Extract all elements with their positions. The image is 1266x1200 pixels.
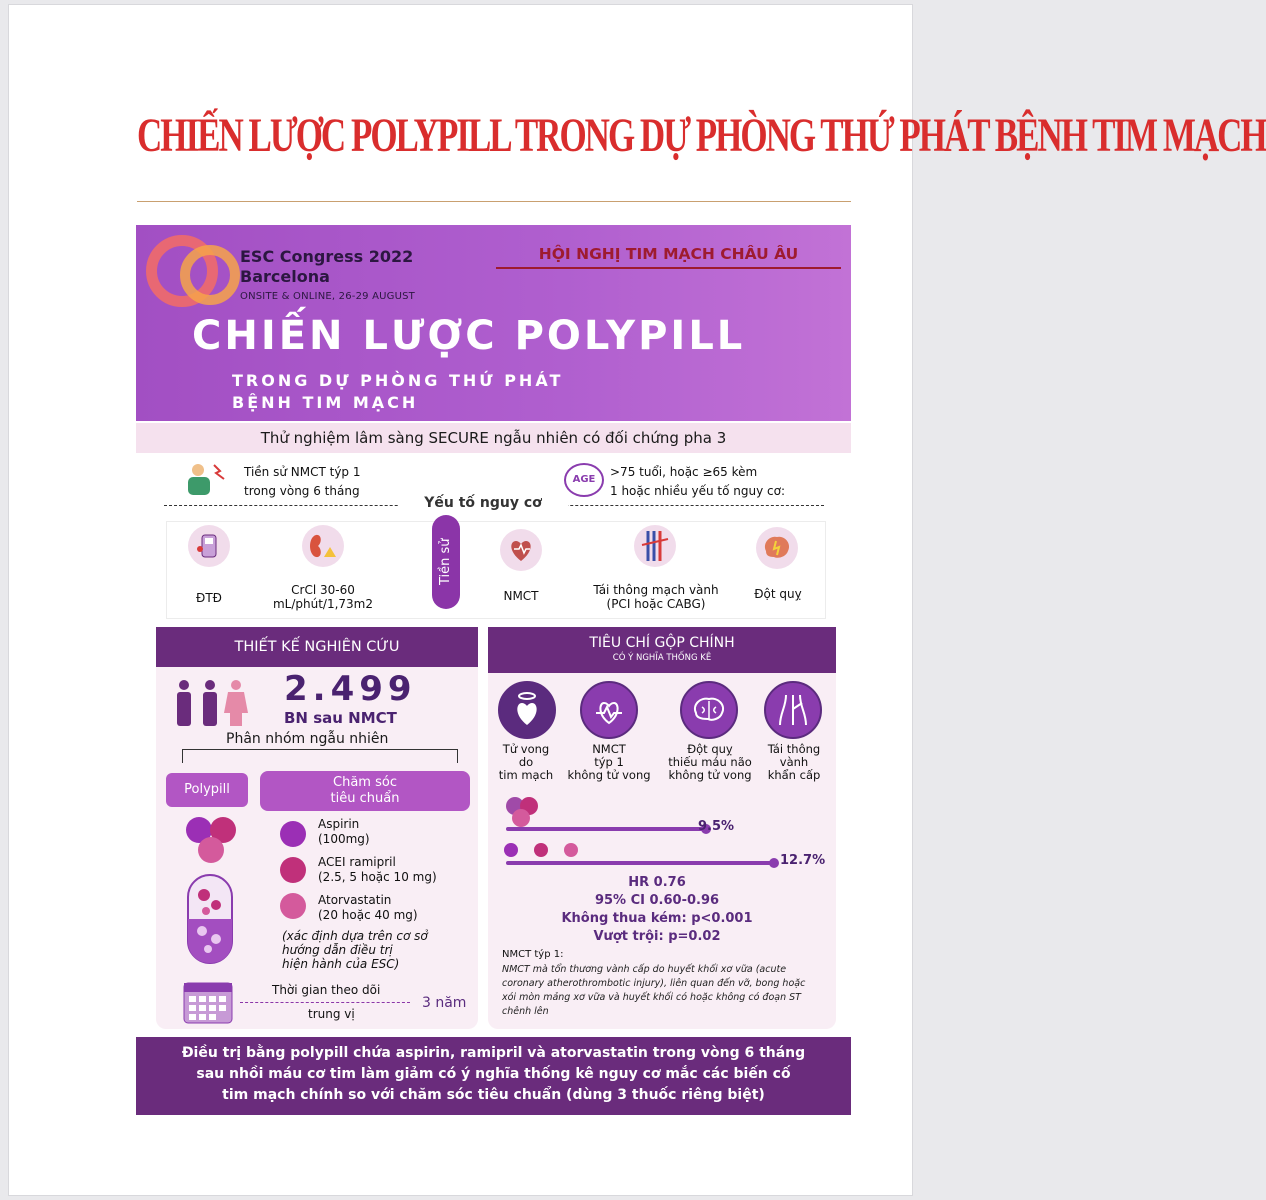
- endpoint-cv-death: Tử vong do tim mạch: [498, 742, 554, 782]
- brain-icon: [756, 527, 798, 569]
- congress-dates: ONSITE & ONLINE, 26-29 AUGUST: [240, 291, 415, 302]
- follow-up-label: Thời gian theo dõi: [272, 983, 381, 997]
- history-label: Tiền sử: [432, 515, 460, 609]
- patient-count-label: BN sau NMCT: [284, 709, 397, 727]
- risk-factors-title: Yếu tố nguy cơ: [398, 495, 568, 511]
- poster-title: CHIẾN LƯỢC POLYPILL: [192, 313, 746, 359]
- risk-label-stroke: Đột quỵ: [754, 587, 802, 601]
- endpoint-revascularization: Tái thông vành khẩn cấp: [767, 742, 821, 782]
- polypill-rate-bar: [506, 827, 706, 831]
- risk-label-diabetes: ĐTĐ: [196, 591, 222, 605]
- poster-subtitle-2: BỆNH TIM MẠCH: [232, 393, 419, 412]
- aspirin-ball: [280, 821, 306, 847]
- risk-label-mi: NMCT: [503, 589, 539, 603]
- superiority-p: Vượt trội: p=0.02: [593, 929, 721, 944]
- vessel-icon: [764, 681, 822, 739]
- congress-heading-vi: HỘI NGHỊ TIM MẠCH CHÂU ÂU: [496, 245, 841, 269]
- standard-rate-bar: [506, 861, 774, 865]
- glucometer-icon: [188, 525, 230, 567]
- standard-rate-ball-1: [504, 843, 518, 857]
- hazard-ratio: HR 0.76: [628, 875, 686, 890]
- follow-up-arrow: [240, 1002, 410, 1003]
- patient-count: 2.499: [284, 669, 417, 709]
- standard-rate-ball-3: [564, 843, 578, 857]
- follow-up-label-2: trung vị: [308, 1007, 355, 1021]
- heart-icon: [500, 529, 542, 571]
- standard-rate-end: [769, 858, 779, 868]
- standard-rate-value: 12.7%: [780, 853, 826, 868]
- document-title: CHIẾN LƯỢC POLYPILL TRONG DỰ PHÒNG THỨ PHÁT BỆNH TIM MẠCH: [137, 109, 1266, 162]
- arm-standard-care: Chăm sóc tiêu chuẩn: [260, 771, 470, 811]
- randomization-bracket: [182, 749, 458, 763]
- atorvastatin-ball: [280, 893, 306, 919]
- document-page: [8, 4, 1266, 1196]
- infographic-poster: [136, 225, 851, 1115]
- ramipril-ball: [280, 857, 306, 883]
- endpoint-header: TIÊU CHÍ GỘP CHÍNH CÓ Ý NGHĨA THỐNG KÊ: [488, 627, 836, 673]
- drug-atorvastatin: Atorvastatin (20 hoặc 40 mg): [318, 893, 418, 922]
- drug-ramipril: ACEI ramipril (2.5, 5 hoặc 10 mg): [318, 855, 437, 884]
- inclusion-age: >75 tuổi, hoặc ≥65 kèm 1 hoặc nhiều yếu tố nguy cơ:: [610, 465, 786, 498]
- dose-note: (xác định dựa trên cơ sở hướng dẫn điều trị hiện hành của ESC): [282, 929, 428, 971]
- congress-name: ESC Congress 2022: [240, 247, 414, 266]
- esc-logo-accent-icon: [180, 245, 240, 305]
- heart-monitor-icon: [580, 681, 638, 739]
- polypill-rate-value: 9.5%: [698, 819, 735, 834]
- inclusion-mi-history: Tiền sử NMCT týp 1 trong vòng 6 tháng: [244, 465, 361, 498]
- congress-city: Barcelona: [240, 267, 330, 286]
- age-icon: AGE: [564, 463, 604, 497]
- noninferiority-p: Không thua kém: p<0.001: [561, 911, 753, 926]
- drug-aspirin: Aspirin (100mg): [318, 817, 370, 846]
- calendar-icon: [182, 979, 234, 1025]
- standard-rate-ball-2: [534, 843, 548, 857]
- polypill-rate-ball-3: [512, 809, 530, 827]
- endpoint-mi: NMCT týp 1 không tử vong: [567, 742, 651, 782]
- brain-icon: [680, 681, 738, 739]
- patient-chest-pain-icon: [184, 461, 228, 497]
- arm-polypill: Polypill: [166, 773, 248, 807]
- confidence-interval: 95% CI 0.60-0.96: [594, 893, 720, 908]
- trial-description: Thử nghiệm lâm sàng SECURE ngẫu nhiên có đối chứng pha 3: [136, 423, 851, 453]
- conclusion-banner: Điều trị bằng polypill chứa aspirin, ramipril và atorvastatin trong vòng 6 tháng sau nhồi máu cơ tim làm giảm có ý nghĩa thống kê nguy cơ mắc các biến cố tim mạch chính so với chăm sóc tiêu chuẩn (dùng 3 thuốc riêng biệt): [136, 1037, 851, 1115]
- vessel-icon: [634, 525, 676, 567]
- heart-halo-icon: [498, 681, 556, 739]
- hero-banner: [136, 225, 851, 421]
- endpoint-stroke: Đột quỵ thiếu máu não không tử vong: [668, 742, 752, 782]
- follow-up-value: 3 năm: [422, 995, 467, 1011]
- study-design-header: THIẾT KẾ NGHIÊN CỨU: [156, 627, 478, 667]
- poster-subtitle-1: TRONG DỰ PHÒNG THỨ PHÁT: [232, 371, 564, 390]
- randomization-label: Phân nhóm ngẫu nhiên: [226, 731, 389, 747]
- patients-icon: [172, 679, 272, 727]
- title-divider: [137, 201, 851, 202]
- kidney-icon: [302, 525, 344, 567]
- mi-definition-body: NMCT mà tổn thương vành cấp do huyết khối xơ vữa (acute coronary atherothrombotic injury), liên quan đến vỡ, bong hoặc xói mòn mảng xơ vữa và huyết khối có hoặc không có đoạn ST chênh lên: [502, 964, 806, 1017]
- risk-label-renal: CrCl 30-60 mL/phút/1,73m2: [272, 583, 374, 611]
- polypill-ball-3: [198, 837, 224, 863]
- capsule-icon: [186, 873, 234, 965]
- risk-label-revascularization: Tái thông mạch vành (PCI hoặc CABG): [593, 583, 719, 611]
- mi-definition-title: NMCT týp 1:: [502, 949, 564, 960]
